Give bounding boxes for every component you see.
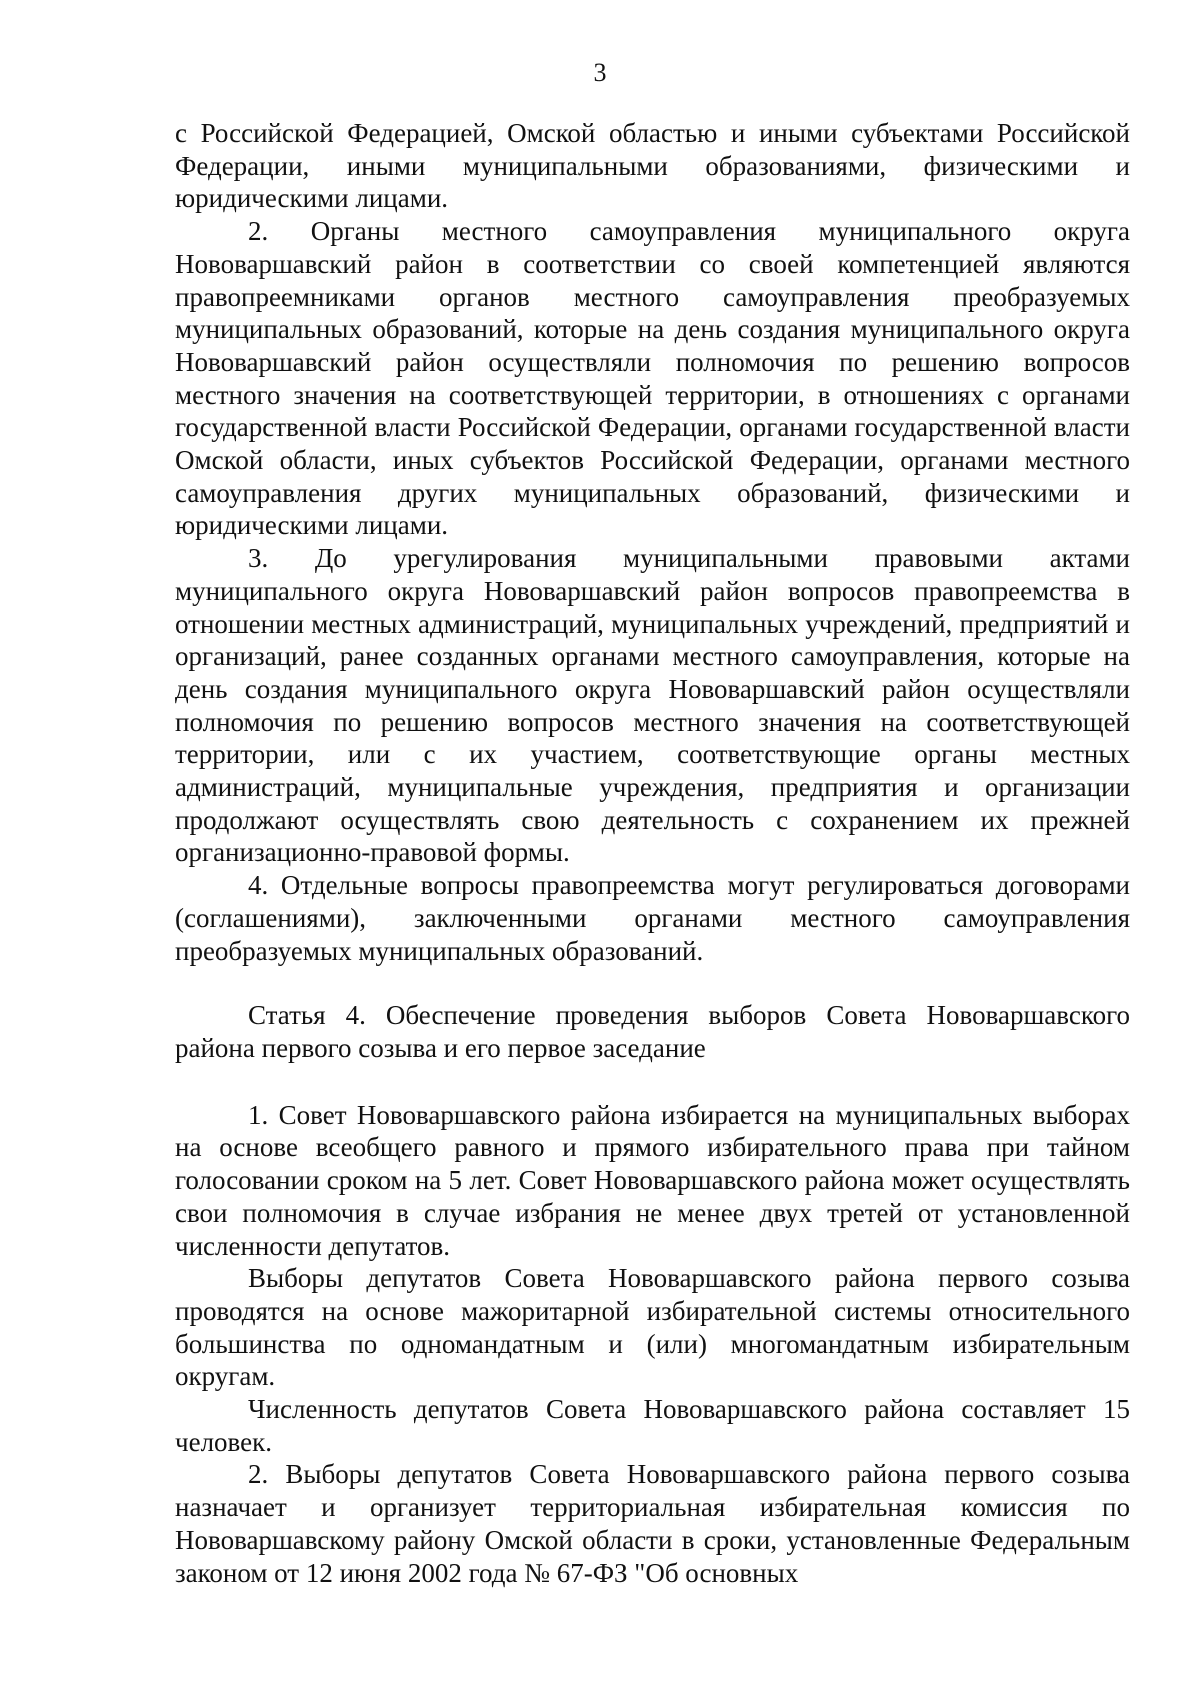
article-paragraph-1: 1. Совет Нововаршавского района избирается на муниципальных выборах на основе всеобщего равного и прямого избирательного права при тайном голосовании сроком на 5 лет. Совет Нововаршавского района может осуществлять свои полномочия в случае избрания не менее двух третей от установленной численности депутатов. xyxy=(175,1099,1130,1261)
article-heading: Статья 4. Обеспечение проведения выборов Совета Нововаршавского района первого созыва и его первое заседание xyxy=(175,1000,1130,1063)
page-number: 3 xyxy=(593,58,607,87)
paragraph-item-2: 2. Органы местного самоуправления муниципального округа Нововаршавский район в соответствии со своей компетенцией являются правопреемниками органов местного самоуправления преобразуемых муниципальных образований, которые на день создания муниципального округа Нововаршавский район осуществляли полномочия по решению вопросов местного значения на соответствующей территории, в отношениях с органами государственной власти Российской Федерации, органами государственной власти Омской области, иных субъектов Российской Федерации, органами местного самоуправления других муниципальных образований, физическими и юридическими лицами. xyxy=(175,216,1130,541)
article-paragraph-2: 2. Выборы депутатов Совета Нововаршавского района первого созыва назначает и организует территориальная избирательная комиссия по Нововаршавскому району Омской области в сроки, установленные Федеральным законом от 12 июня 2002 года № 67-ФЗ "Об основных xyxy=(175,1459,1130,1588)
document-body xyxy=(175,117,1130,1589)
paragraph-item-3: 3. До урегулирования муниципальными правовыми актами муниципального округа Нововаршавский район вопросов правопреемства в отношении местных администраций, муниципальных учреждений, предприятий и организаций, ранее созданных органами местного самоуправления, которые на день создания муниципального округа Нововаршавский район осуществляли полномочия по решению вопросов местного значения на соответствующей территории, или с их участием, соответствующие органы местных администраций, муниципальные учреждения, предприятия и организации продолжают осуществлять свою деятельность с сохранением их прежней организационно-правовой формы. xyxy=(175,543,1130,868)
article-paragraph-deputies-count: Численность депутатов Совета Нововаршавского района составляет 15 человек. xyxy=(175,1394,1130,1457)
continuation-paragraph: с Российской Федерацией, Омской областью и иными субъектами Российской Федерации, иными муниципальными образованиями, физическими и юридическими лицами. xyxy=(175,118,1130,214)
article-paragraph-elections: Выборы депутатов Совета Нововаршавского района первого созыва проводятся на основе мажоритарной избирательной системы относительного большинства по одномандатным и (или) многомандатным избирательным округам. xyxy=(175,1263,1130,1392)
spacer xyxy=(175,1065,1130,1099)
spacer xyxy=(175,967,1130,999)
paragraph-item-4: 4. Отдельные вопросы правопреемства могут регулироваться договорами (соглашениями), заключенными органами местного самоуправления преобразуемых муниципальных образований. xyxy=(175,870,1130,966)
